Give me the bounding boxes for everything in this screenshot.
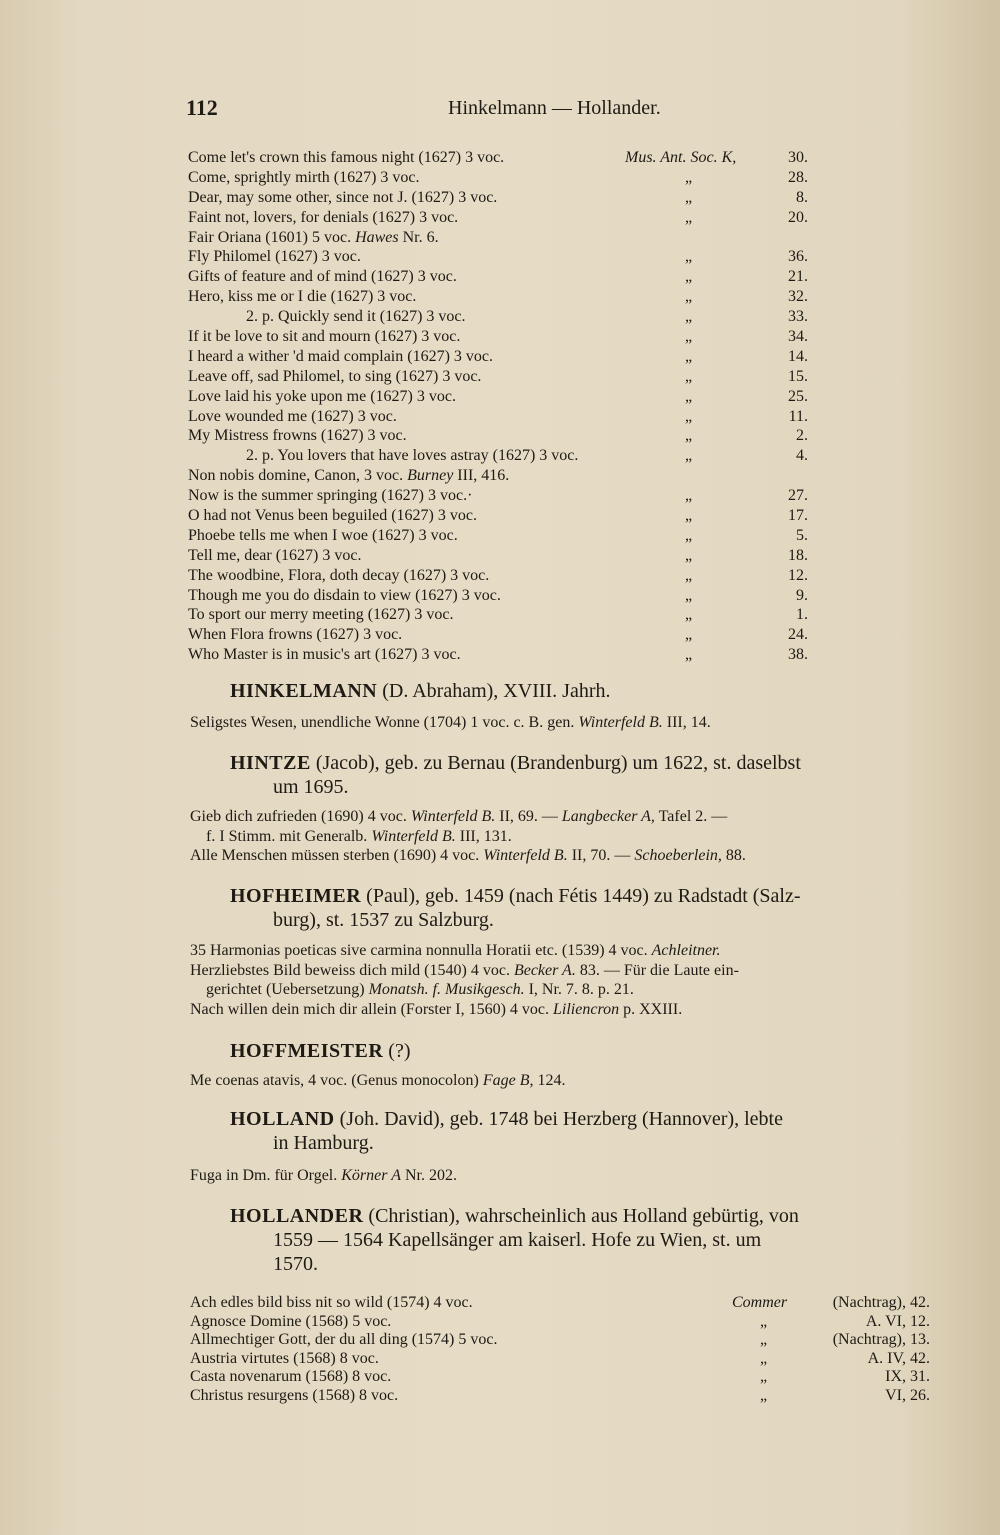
entry-number: 8. [796, 188, 808, 206]
work-title: Faint not, lovers, for denials (1627) 3 voc. [188, 208, 459, 226]
entry-number: 24. [788, 626, 808, 644]
source-ref: Nr. 6. [402, 228, 439, 246]
work-title: To sport our merry meeting (1627) 3 voc. [188, 606, 454, 624]
ditto-mark: „ [685, 606, 693, 624]
work-title: 2. p. You lovers that have loves astray (1627) 3 voc. [246, 447, 579, 465]
list-item [188, 526, 818, 546]
entry-heading-hinkelmann: HINKELMANN (D. Abraham), XVIII. Jahrh. [230, 680, 611, 702]
work-title: Now is the summer springing (1627) 3 voc.· [188, 487, 473, 505]
entry-number: 17. [788, 507, 808, 525]
list-item [188, 586, 818, 606]
entry-number: 38. [788, 646, 808, 664]
list-item [188, 327, 818, 347]
entry-body-holland: Fuga in Dm. für Orgel. Körner A Nr. 202. [190, 1167, 457, 1184]
ditto-mark: „ [760, 1368, 768, 1386]
entry-heading-holland: HOLLAND (Joh. David), geb. 1748 bei Herzberg (Hannover), lebte in Hamburg. [230, 1108, 783, 1154]
ditto-mark: „ [685, 188, 693, 206]
hinkelmann-works-list [188, 148, 818, 665]
work-title: Leave off, sad Philomel, to sing (1627) 3 voc. [188, 367, 482, 385]
work-title: Come let's crown this famous night (1627) 3 voc. [188, 149, 505, 166]
ditto-mark: „ [685, 526, 693, 544]
entry-number: 12. [788, 566, 808, 584]
ditto-mark: „ [685, 328, 693, 346]
work-title: Allmechtiger Gott, der du all ding (1574) 5 voc. [190, 1331, 498, 1349]
ditto-mark: „ [760, 1312, 768, 1330]
work-title: The woodbine, Flora, doth decay (1627) 3 voc. [188, 566, 490, 584]
list-item [188, 208, 818, 228]
entry-number: 2. [796, 427, 808, 445]
list-item [190, 1368, 930, 1387]
entry-body-hofheimer: 35 Harmonias poeticas sive carmina nonnulla Horatii etc. (1539) 4 voc. Achleitner. Herzliebstes Bild beweiss dich mild (1540) 4 voc. Becker A. 83. — Für die Laute ein- gerichtet (Uebersetzung) Monatsh. f. Musikgesch. I, Nr. 7. 8. p. 21. Nach willen dein mich dir allein (Forster I, 1560) 4 voc. Liliencron p. XXIII. [190, 942, 739, 1018]
work-title: Who Master is in music's art (1627) 3 voc. [188, 646, 461, 664]
list-item [188, 466, 818, 486]
work-title: Love wounded me (1627) 3 voc. [188, 407, 397, 425]
source-ref: A. IV, 42. [867, 1349, 930, 1367]
ditto-mark: „ [685, 268, 693, 286]
work-title: O had not Venus been beguiled (1627) 3 voc. [188, 507, 477, 525]
source-ref: (Nachtrag), 42. [832, 1294, 930, 1311]
list-item [190, 1313, 930, 1332]
work-title-with-source [188, 466, 509, 486]
ditto-mark: „ [760, 1386, 768, 1404]
hollander-works-list [190, 1294, 930, 1406]
list-item [188, 605, 818, 625]
work-title: Though me you do disdain to view (1627) 3 voc. [188, 586, 501, 604]
list-item [188, 347, 818, 367]
list-item [188, 566, 818, 586]
source-ref: (Nachtrag), 13. [832, 1331, 930, 1349]
list-item [188, 645, 818, 665]
ditto-mark: „ [685, 566, 693, 584]
page-number: 112 [186, 95, 218, 120]
entry-number: 11. [788, 407, 808, 425]
ditto-mark: „ [685, 387, 693, 405]
work-title: Tell me, dear (1627) 3 voc. [188, 546, 362, 564]
list-item [188, 407, 818, 427]
work-title: Non nobis domine, Canon, 3 voc. [188, 467, 404, 485]
work-title: 2. p. Quickly send it (1627) 3 voc. [246, 308, 466, 326]
ditto-mark: „ [685, 248, 693, 266]
entry-number: 9. [796, 586, 808, 604]
list-item [188, 228, 818, 248]
work-title: Christus resurgens (1568) 8 voc. [190, 1386, 399, 1404]
entry-number: 4. [796, 447, 808, 465]
entry-number: 1. [796, 606, 808, 624]
ditto-mark: „ [685, 546, 693, 564]
list-item [190, 1387, 930, 1406]
entry-number: 28. [788, 168, 808, 186]
list-item [188, 168, 818, 188]
ditto-mark: „ [685, 288, 693, 306]
work-title: If it be love to sit and mourn (1627) 3 voc. [188, 328, 461, 346]
work-title: Agnosce Domine (1568) 5 voc. [190, 1312, 392, 1330]
ditto-mark: „ [685, 407, 693, 425]
entry-number: 21. [788, 268, 808, 286]
list-item [190, 1331, 930, 1350]
ditto-mark: „ [685, 168, 693, 186]
ditto-mark: „ [685, 308, 693, 326]
running-head: Hinkelmann — Hollander. [448, 97, 661, 119]
entry-body-hoffmeister: Me coenas atavis, 4 voc. (Genus monocolon) Fage B, 124. [190, 1072, 566, 1089]
entry-number: 25. [788, 387, 808, 405]
ditto-mark: „ [760, 1331, 768, 1349]
work-title: When Flora frowns (1627) 3 voc. [188, 626, 403, 644]
source-name: Mus. Ant. Soc. K, [625, 149, 737, 166]
ditto-mark: „ [685, 208, 693, 226]
work-title: Love laid his yoke upon me (1627) 3 voc. [188, 387, 456, 405]
ditto-mark: „ [685, 626, 693, 644]
work-title-with-source [188, 228, 439, 248]
list-item [188, 387, 818, 407]
ditto-mark: „ [760, 1349, 768, 1367]
source-name: Burney [407, 467, 454, 485]
ditto-mark: „ [685, 487, 693, 505]
source-ref: VI, 26. [885, 1386, 930, 1404]
work-title: Come, sprightly mirth (1627) 3 voc. [188, 168, 420, 186]
entry-heading-hofheimer: HOFHEIMER (Paul), geb. 1459 (nach Fétis 1449) zu Radstadt (Salz- burg), st. 1537 zu Salzburg. [230, 885, 801, 931]
work-title: I heard a wither 'd maid complain (1627) 3 voc. [188, 347, 494, 365]
list-item [188, 426, 818, 446]
entry-number: 14. [788, 347, 808, 365]
list-item [188, 287, 818, 307]
list-item [188, 625, 818, 645]
list-item [188, 446, 818, 466]
work-title: Dear, may some other, since not J. (1627) 3 voc. [188, 188, 498, 206]
source-name: Hawes [355, 228, 399, 246]
work-title: Ach edles bild biss nit so wild (1574) 4 voc. [190, 1294, 473, 1311]
list-item [188, 546, 818, 566]
list-item [188, 486, 818, 506]
entry-number: 18. [788, 546, 808, 564]
list-item [188, 188, 818, 208]
entry-number: 5. [796, 526, 808, 544]
entry-body-hintze: Gieb dich zufrieden (1690) 4 voc. Winterfeld B. II, 69. — Langbecker A, Tafel 2. — f. I Stimm. mit Generalb. Winterfeld B. III, 131. Alle Menschen müssen sterben (1690) 4 voc. Winterfeld B. II, 70. — Schoeberlein, 88. [190, 808, 746, 864]
entry-number: 36. [788, 248, 808, 266]
ditto-mark: „ [685, 646, 693, 664]
ditto-mark: „ [685, 507, 693, 525]
list-item [190, 1294, 930, 1313]
entry-heading-hoffmeister: HOFFMEISTER (?) [230, 1040, 411, 1062]
entry-number: 30. [788, 149, 808, 166]
ditto-mark: „ [685, 447, 693, 465]
entry-number: 34. [788, 328, 808, 346]
entry-number: 33. [788, 308, 808, 326]
work-title: Phoebe tells me when I woe (1627) 3 voc. [188, 526, 458, 544]
list-item [188, 367, 818, 387]
page-header [186, 95, 816, 125]
entry-heading-hollander: HOLLANDER (Christian), wahrscheinlich aus Holland gebürtig, von 1559 — 1564 Kapellsänger am kaiserl. Hofe zu Wien, st. um 1570. [230, 1205, 799, 1275]
source-ref: III, 416. [457, 467, 510, 485]
entry-body-hinkelmann: Seligstes Wesen, unendliche Wonne (1704) 1 voc. c. B. gen. Winterfeld B. III, 14. [190, 714, 711, 731]
work-title: Fly Philomel (1627) 3 voc. [188, 248, 361, 266]
entry-heading-hintze: HINTZE (Jacob), geb. zu Bernau (Brandenburg) um 1622, st. daselbst um 1695. [230, 752, 801, 798]
entry-number: 32. [788, 288, 808, 306]
source-ref: A. VI, 12. [865, 1312, 930, 1330]
source-ref: IX, 31. [885, 1368, 930, 1386]
list-item [188, 148, 818, 168]
ditto-mark: „ [685, 347, 693, 365]
work-title: Hero, kiss me or I die (1627) 3 voc. [188, 288, 417, 306]
list-item [188, 247, 818, 267]
entry-number: 15. [788, 367, 808, 385]
list-item [188, 307, 818, 327]
ditto-mark: „ [685, 586, 693, 604]
list-item [190, 1350, 930, 1369]
source-name: Commer [732, 1294, 788, 1311]
work-title: Austria virtutes (1568) 8 voc. [190, 1349, 379, 1367]
work-title: Casta novenarum (1568) 8 voc. [190, 1368, 392, 1386]
entry-number: 20. [788, 208, 808, 226]
ditto-mark: „ [685, 427, 693, 445]
work-title: My Mistress frowns (1627) 3 voc. [188, 427, 407, 445]
work-title: Gifts of feature and of mind (1627) 3 voc. [188, 268, 457, 286]
list-item [188, 267, 818, 287]
entry-number: 27. [788, 487, 808, 505]
ditto-mark: „ [685, 367, 693, 385]
list-item [188, 506, 818, 526]
work-title: Fair Oriana (1601) 5 voc. [188, 228, 352, 246]
